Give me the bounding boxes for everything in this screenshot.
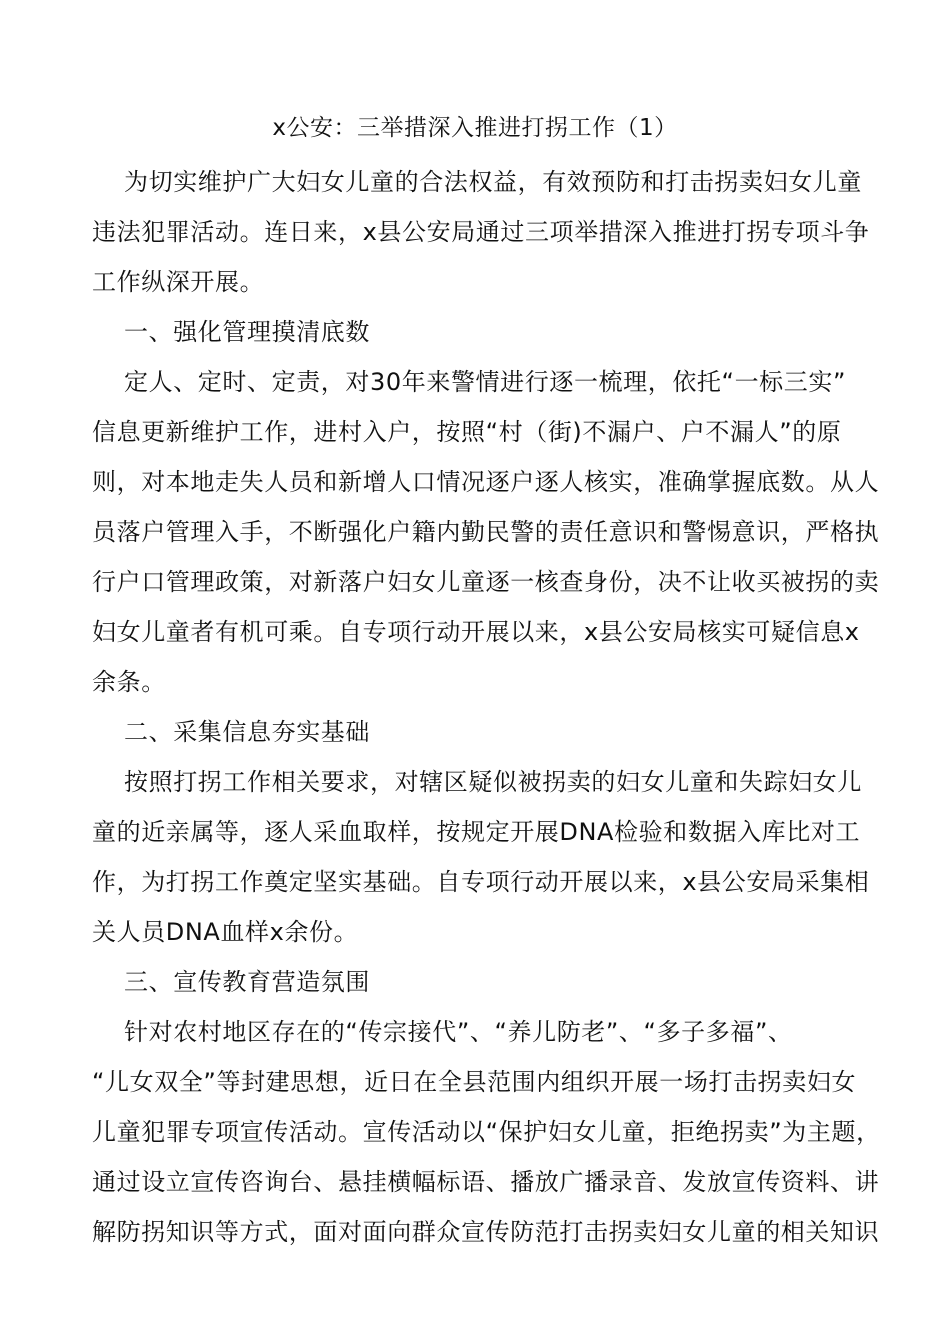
paragraph-line: 违法犯罪活动。连日来，x县公安局通过三项举措深入推进打拐专项斗争 <box>92 218 870 246</box>
paragraph-line: 童的近亲属等，逐人采血取样，按规定开展DNA检验和数据入库比对工 <box>92 818 861 846</box>
paragraph-line: 按照打拐工作相关要求，对辖区疑似被拐卖的妇女儿童和失踪妇女儿 <box>124 768 862 796</box>
paragraph-line: 信息更新维护工作，进村入户，按照“村（街)不漏户、户不漏人”的原 <box>92 418 842 446</box>
paragraph-line: 作，为打拐工作奠定坚实基础。自专项行动开展以来，x县公安局采集相 <box>92 868 870 896</box>
paragraph-line: 工作纵深开展。 <box>92 268 265 296</box>
paragraph-line: 妇女儿童者有机可乘。自专项行动开展以来，x县公安局核实可疑信息x <box>92 618 860 646</box>
section-heading-1: 一、强化管理摸清底数 <box>124 318 370 346</box>
document-title: x公安：三举措深入推进打拐工作（1） <box>272 115 678 141</box>
paragraph-line: “儿女双全”等封建思想，近日在全县范围内组织开展一场打击拐卖妇女 <box>92 1068 857 1096</box>
paragraph-line: 员落户管理入手，不断强化户籍内勤民警的责任意识和警惕意识，严格执 <box>92 518 880 546</box>
paragraph-line: 通过设立宣传咨询台、悬挂横幅标语、播放广播录音、发放宣传资料、讲 <box>92 1168 880 1196</box>
paragraph-line: 余条。 <box>92 668 166 696</box>
paragraph-line: 关人员DNA血样x余份。 <box>92 918 359 946</box>
paragraph-line: 为切实维护广大妇女儿童的合法权益，有效预防和打击拐卖妇女儿童 <box>124 168 862 196</box>
section-heading-3: 三、宣传教育营造氛围 <box>124 968 370 996</box>
paragraph-line: 行户口管理政策，对新落户妇女儿童逐一核查身份，决不让收买被拐的卖 <box>92 568 880 596</box>
paragraph-line: 针对农村地区存在的“传宗接代”、“养儿防老”、“多子多福”、 <box>124 1018 793 1046</box>
paragraph-line: 则，对本地走失人员和新增人口情况逐户逐人核实，准确掌握底数。从人 <box>92 468 880 496</box>
section-heading-2: 二、采集信息夯实基础 <box>124 718 370 746</box>
paragraph-line: 儿童犯罪专项宣传活动。宣传活动以“保护妇女儿童，拒绝拐卖”为主题， <box>92 1118 881 1146</box>
paragraph-line: 定人、定时、定责，对30年来警情进行逐一梳理，依托“一标三实” <box>124 368 847 396</box>
paragraph-line: 解防拐知识等方式，面对面向群众宣传防范打击拐卖妇女儿童的相关知识 <box>92 1218 880 1246</box>
